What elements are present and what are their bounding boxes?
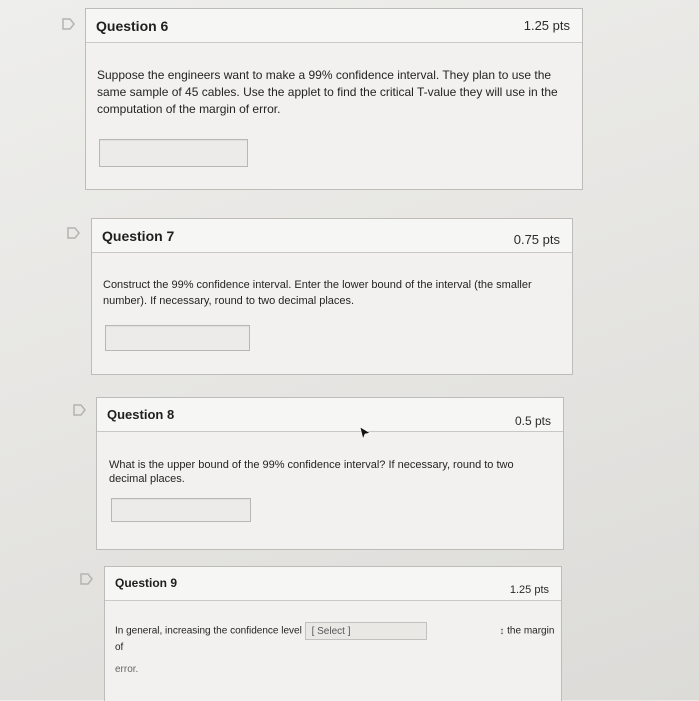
question-text-after: the margin of xyxy=(115,625,555,653)
question-text xyxy=(115,622,555,678)
question-points: 1.25 pts xyxy=(509,584,549,596)
question-header xyxy=(97,398,563,432)
flag-icon[interactable] xyxy=(67,227,81,239)
question-text-before: In general, increasing the confidence level xyxy=(115,625,302,637)
select-arrows-icon[interactable]: ↕ xyxy=(499,625,505,637)
question-title: Question 8 xyxy=(107,407,175,422)
answer-input[interactable] xyxy=(105,325,250,351)
question-header xyxy=(92,219,572,253)
question-text: Suppose the engineers want to make a 99% confidence interval. They plan to use the same sample of 45 cables. Use the applet to find the critical T-value they will use in the computation of the margin of error. xyxy=(97,68,558,116)
question-7-card xyxy=(91,218,573,375)
question-header xyxy=(86,9,582,43)
mouse-cursor-icon xyxy=(358,426,372,445)
question-title: Question 7 xyxy=(102,228,175,244)
confidence-select[interactable] xyxy=(305,622,427,640)
select-value: [ Select ] xyxy=(311,626,351,637)
question-header xyxy=(105,567,561,601)
question-points: 0.5 pts xyxy=(514,414,551,428)
question-title: Question 9 xyxy=(115,576,178,590)
question-text-end: error. xyxy=(115,664,139,675)
question-9-card xyxy=(104,566,562,701)
question-8-card xyxy=(96,397,564,550)
question-points: 0.75 pts xyxy=(513,232,560,247)
answer-input[interactable] xyxy=(111,498,251,522)
question-text: What is the upper bound of the 99% confidence interval? If necessary, round to two decimal places. xyxy=(109,459,514,485)
answer-input[interactable] xyxy=(99,139,248,167)
question-points: 1.25 pts xyxy=(523,18,570,33)
flag-icon[interactable] xyxy=(62,18,76,30)
question-title: Question 6 xyxy=(96,18,169,34)
question-text: Construct the 99% confidence interval. Enter the lower bound of the interval (the smaller number). If necessary, round to two decimal places. xyxy=(103,279,532,307)
flag-icon[interactable] xyxy=(73,404,87,416)
question-6-card xyxy=(85,8,583,190)
flag-icon[interactable] xyxy=(80,573,94,585)
